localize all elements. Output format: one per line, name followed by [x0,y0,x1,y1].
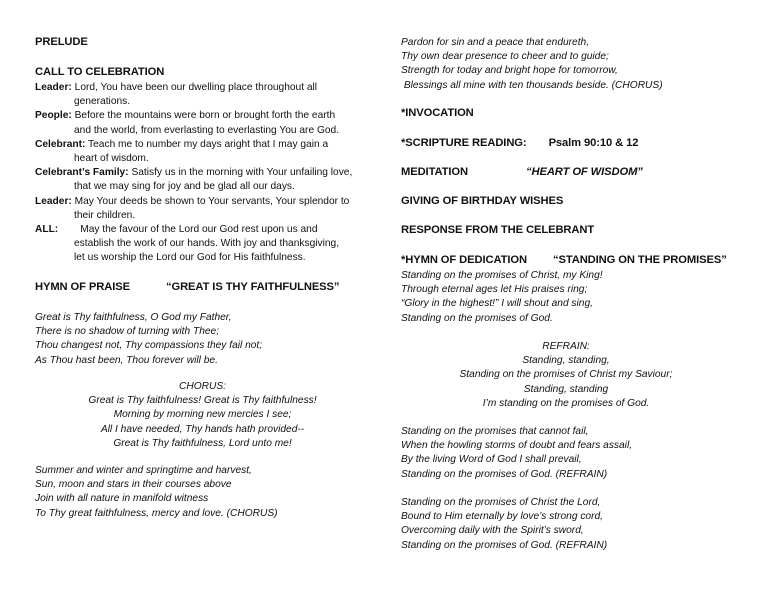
verse-line: Blessings all mine with ten thousands beside. (CHORUS) [401,79,663,91]
dedication-label: *HYMN OF DEDICATION [401,254,527,266]
verse-line: As Thou hast been, Thou forever will be. [35,354,218,366]
hymn-chorus [35,380,370,451]
verse-line: Through eternal ages let His praises ring; [401,284,588,296]
dedication-verse-1 [401,269,603,326]
chorus-line: All I have needed, Thy hands hath provided-- [100,423,305,435]
hymn-title: “GREAT IS THY FAITHFULNESS” [165,281,340,293]
chorus-line: Morning by morning new mercies I see; [113,409,292,421]
call-to-celebration-heading: CALL TO CELEBRATION [35,66,165,78]
litany-line: establish the work of our hands. With joy and thanksgiving, [74,238,340,250]
refrain-line: Standing, standing, [522,355,610,367]
birthday-wishes-heading: GIVING OF BIRTHDAY WISHES [401,195,564,207]
litany-line: their children. [74,209,136,221]
verse-line: Summer and winter and springtime and harvest, [35,465,252,476]
dedication-verse-3 [401,496,607,553]
dedication-refrain [401,340,731,411]
litany-line: and the world, from everlasting to everlasting You are God. [74,124,340,136]
litany-line: May the favour of the Lord our God rest upon us and [80,224,318,236]
verse-line: By the living Word of God I shall prevail, [401,454,582,466]
litany-line: let us worship the Lord our God for His faithfulness. [74,252,306,264]
speaker-label: People: [35,110,72,122]
verse-line: Thou changest not, Thy compassions they fail not; [35,340,263,352]
speaker-label: Celebrant: [35,138,86,150]
verse-line: Standing on the promises of Christ the Lord, [401,497,601,508]
verse-line: Standing on the promises of God. (REFRAIN) [401,539,608,551]
hymn-of-dedication-heading [401,254,727,266]
scripture-label: *SCRIPTURE READING: [401,137,527,149]
meditation-title: “HEART OF WISDOM” [525,166,643,178]
verse-line: Standing on the promises that cannot fail, [401,426,589,437]
verse-line: Standing on the promises of God. [401,312,553,324]
dedication-title: “STANDING ON THE PROMISES” [552,254,727,266]
scripture-reference: Psalm 90:10 & 12 [548,137,639,149]
litany-line: generations. [74,96,131,108]
hymn-verse-1 [35,311,262,368]
meditation-label: MEDITATION [401,166,468,178]
refrain-label: REFRAIN: [542,341,590,352]
verse-line: “Glory in the highest!” I will shout and sing, [401,298,593,310]
invocation-heading: *INVOCATION [401,107,474,119]
verse-line: Great is Thy faithfulness, O God my Father, [35,312,232,323]
chorus-line: Great is Thy faithfulness, Lord unto me! [113,437,292,449]
hymn-label: HYMN OF PRAISE [35,281,130,293]
verse-line: Strength for today and bright hope for tomorrow, [401,65,618,77]
chorus-line: Great is Thy faithfulness! Great is Thy faithfulness! [88,395,317,407]
verse-line: Thy own dear presence to cheer and to guide; [401,51,609,63]
dedication-verse-2 [401,425,632,482]
refrain-line: Standing on the promises of Christ my Saviour; [459,369,673,381]
prelude-heading: PRELUDE [35,36,88,48]
hymn-verse-2 [35,464,278,521]
litany-line: Before the mountains were born or brought forth the earth [74,110,336,122]
hymn-of-praise-heading [35,281,339,293]
litany-line: Lord, You have been our dwelling place throughout all [74,82,318,93]
speaker-label: ALL: [35,224,59,236]
verse-line: Standing on the promises of Christ, my King! [401,270,603,281]
scripture-reading-heading [401,137,638,149]
speaker-label: Leader: [35,82,72,93]
litany-entry [35,223,370,266]
litany-entry [35,81,370,109]
celebrant-response-heading: RESPONSE FROM THE CELEBRANT [401,224,595,236]
litany-line: that we may sing for joy and be glad all our days. [74,181,295,193]
verse-line: Pardon for sin and a peace that endureth, [401,37,590,48]
chorus-label: CHORUS: [179,381,226,392]
litany-entry [35,138,370,166]
refrain-line: Standing, standing [523,383,609,395]
speaker-label: Celebrant’s Family: [35,167,129,179]
verse-line: Bound to Him eternally by love’s strong cord, [401,511,603,523]
call-to-celebration-litany [35,81,370,266]
litany-line: Teach me to number my days aright that I may gain a [88,138,329,150]
verse-line: To Thy great faithfulness, mercy and love. (CHORUS) [35,507,278,519]
verse-line: Sun, moon and stars in their courses above [35,479,232,491]
litany-line: heart of wisdom. [74,153,149,165]
litany-entry [35,195,370,223]
litany-line: May Your deeds be shown to Your servants, Your splendor to [74,195,350,207]
refrain-line: I’m standing on the promises of God. [482,397,650,409]
litany-entry [35,109,370,137]
verse-line: Overcoming daily with the Spirit’s sword, [401,525,584,537]
litany-line: Satisfy us in the morning with Your unfailing love, [131,167,353,179]
litany-entry [35,166,370,194]
meditation-heading [401,166,643,178]
verse-line: Join with all nature in manifold witness [35,493,209,505]
verse-line: Standing on the promises of God. (REFRAIN) [401,468,608,480]
verse-line: There is no shadow of turning with Thee; [35,326,220,338]
verse-line: When the howling storms of doubt and fears assail, [401,440,633,452]
speaker-label: Leader: [35,195,72,207]
hymn-verse-3 [401,36,663,93]
